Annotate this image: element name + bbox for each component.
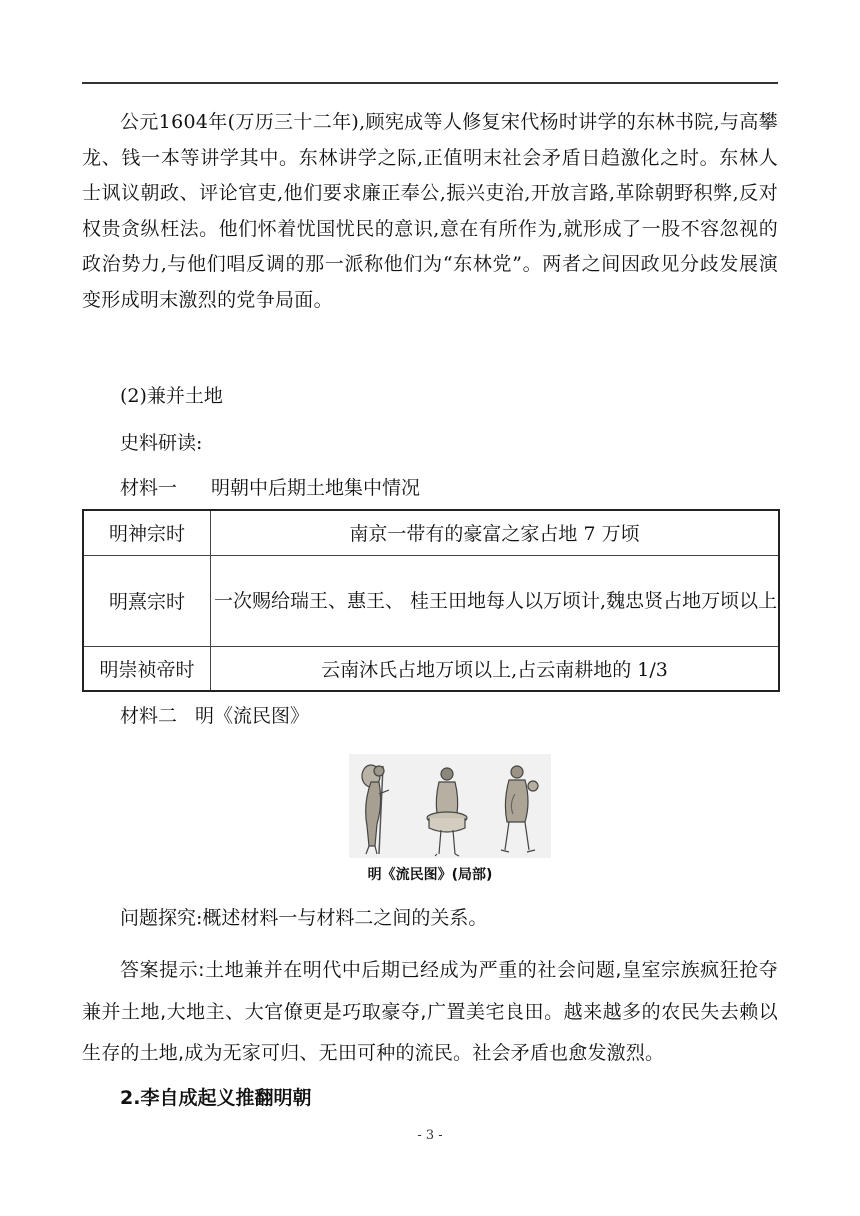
material1-caption: [82, 473, 420, 503]
material2-title: 明《流民图》: [195, 705, 310, 727]
material2-caption: [82, 701, 309, 731]
page-number: - 3 -: [417, 1128, 443, 1143]
section-heading-land: (2)兼并土地: [120, 385, 223, 407]
material1-title: 明朝中后期土地集中情况: [211, 477, 421, 499]
refugee-figures-illustration: [349, 754, 551, 858]
table-era-cell: 明崇祯帝时: [83, 646, 211, 691]
table-row: [83, 510, 779, 555]
material2-label: 材料二: [120, 705, 178, 727]
material1-label: 材料一: [120, 477, 178, 499]
table-content-cell: 一次赐给瑞王、惠王、 桂王田地每人以万顷计,魏忠贤占地万顷以上: [211, 555, 780, 646]
section-heading-li-zicheng: 2.李自成起义推翻明朝: [120, 1087, 312, 1109]
question-prompt: 问题探究:概述材料一与材料二之间的关系。: [120, 907, 488, 929]
table-era-cell: 明熹宗时: [83, 555, 211, 646]
figure-caption: 明《流民图》(局部): [367, 867, 493, 883]
source-study-label: 史料研读:: [120, 432, 203, 454]
land-concentration-table: [82, 509, 780, 692]
intro-paragraph: 公元1604年(万历三十二年),顾宪成等人修复宋代杨时讲学的东林书院,与高攀龙、钱一本等讲学其中。东林讲学之际,正值明末社会矛盾日趋激化之时。东林人士讽议朝政、评论官吏,他们要求廉正奉公,振兴吏治,开放言路,革除朝野积弊,反对权贵贪纵枉法。他们怀着忧国忧民的意识,意在有所作为,就形成了一股不容忽视的政治势力,与他们唱反调的那一派称他们为“东林党”。两者之间因政见分歧发展演变形成明末激烈的党争局面。: [82, 111, 778, 311]
table-content-cell: 云南沐氏占地万顷以上,占云南耕地的 1/3: [211, 646, 780, 691]
table-row: [83, 646, 779, 691]
table-era-cell: 明神宗时: [83, 510, 211, 555]
header-rule: [82, 82, 778, 84]
refugee-painting-image: [349, 754, 551, 858]
table-content-cell: 南京一带有的豪富之家占地 7 万顷: [211, 510, 780, 555]
answer-hint-paragraph: 答案提示:土地兼并在明代中后期已经成为严重的社会问题,皇室宗族疯狂抢夺兼并土地,大地主、大官僚更是巧取豪夺,广置美宅良田。越来越多的农民失去赖以生存的土地,成为无家可归、无田可种的流民。社会矛盾也愈发激烈。: [82, 959, 778, 1064]
table-row: [83, 555, 779, 646]
